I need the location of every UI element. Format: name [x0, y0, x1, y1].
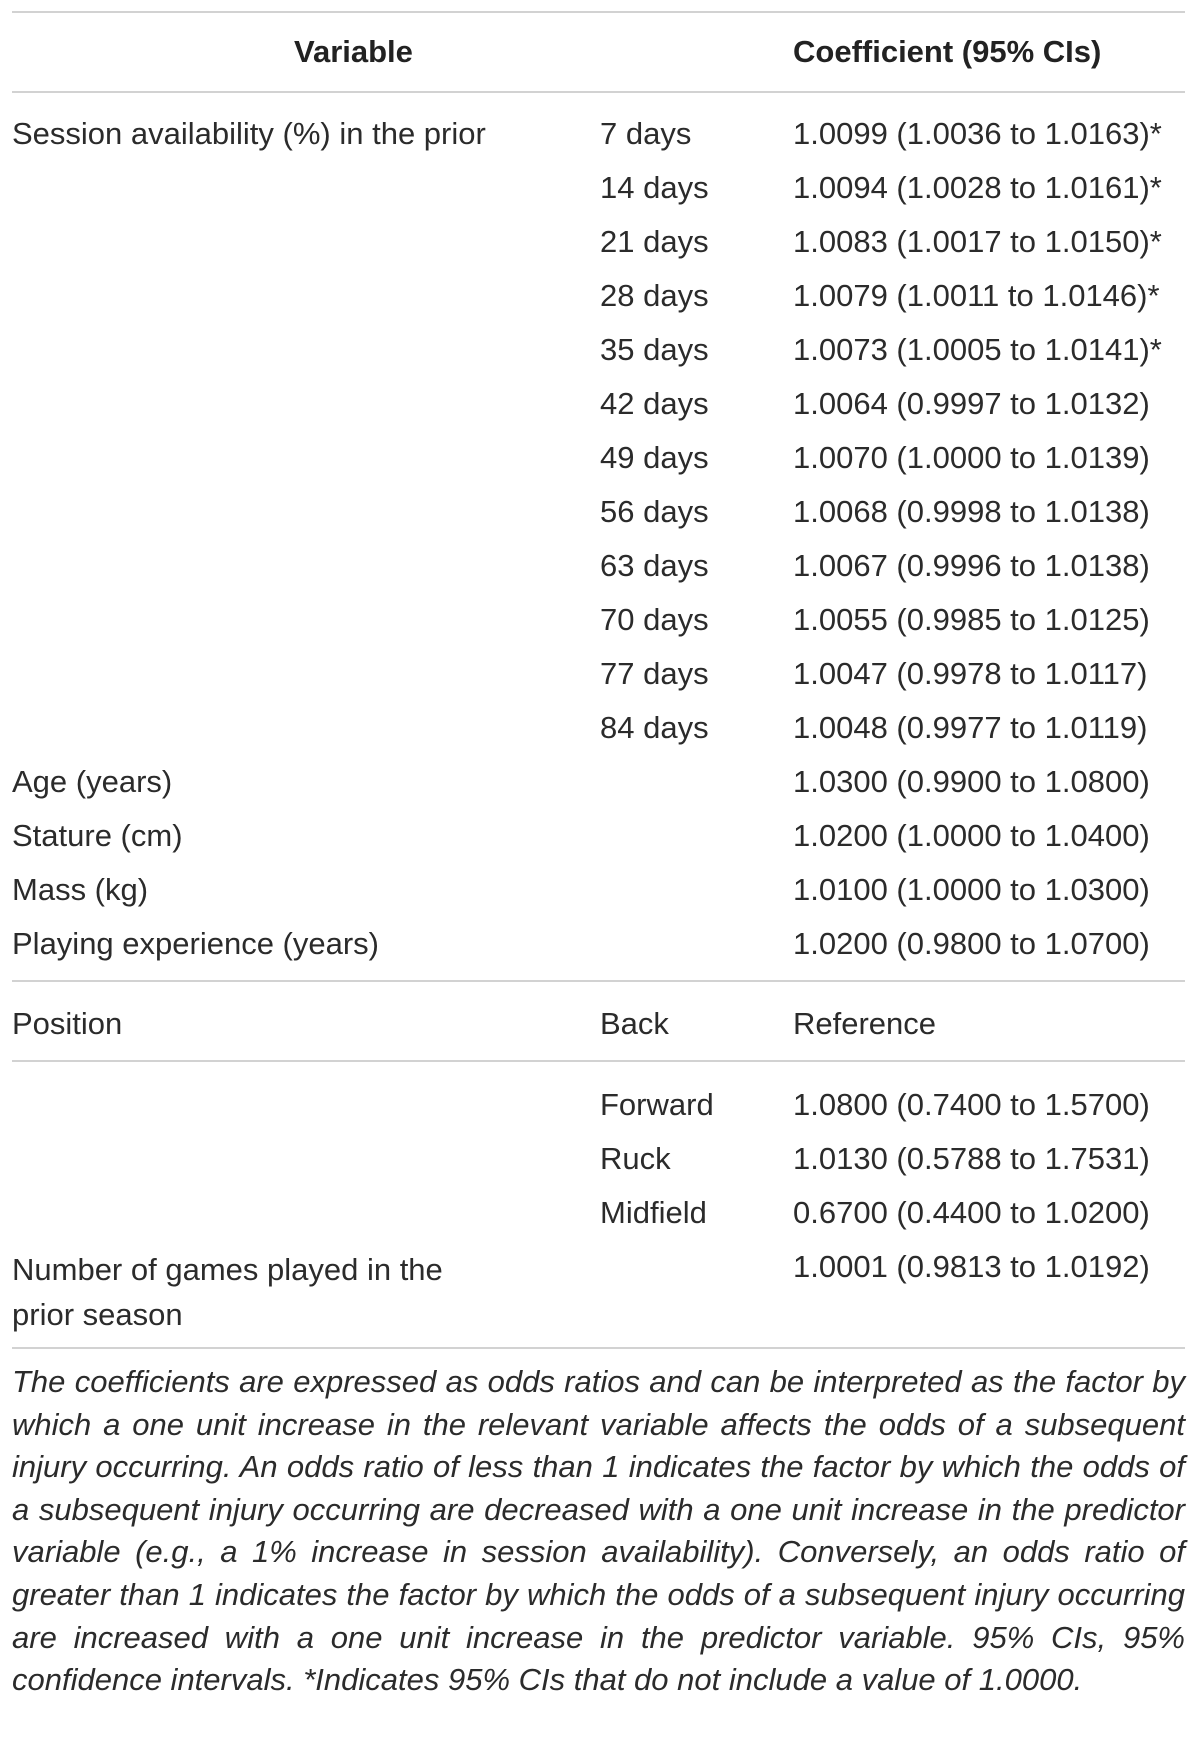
position-reference-group: Back	[600, 1006, 669, 1041]
coefficient-value: 1.0200 (0.9800 to 1.0700)	[793, 926, 1150, 961]
coefficient-value: 1.0047 (0.9978 to 1.0117)	[793, 656, 1148, 691]
coefficient-value: 1.0800 (0.7400 to 1.5700)	[793, 1087, 1150, 1122]
variable-label: Stature (cm)	[12, 818, 183, 853]
window-label: 70 days	[600, 602, 709, 637]
table-bottom-rule	[12, 1347, 1185, 1349]
games-label: Number of games played in the prior season	[12, 1252, 443, 1332]
session-availability-label: Session availability (%) in the prior	[12, 116, 486, 151]
window-label: 84 days	[600, 710, 709, 745]
variable-label: Mass (kg)	[12, 872, 149, 907]
position-group: Midfield	[600, 1195, 707, 1230]
position-label: Position	[12, 1006, 123, 1041]
coefficient-value: 1.0130 (0.5788 to 1.7531)	[793, 1141, 1150, 1176]
position-reference-value: Reference	[793, 1006, 937, 1041]
window-label: 14 days	[600, 170, 709, 205]
coefficient-value: 1.0094 (1.0028 to 1.0161)*	[793, 170, 1162, 205]
position-group: Forward	[600, 1087, 714, 1122]
top-rule	[12, 11, 1185, 13]
window-label: 63 days	[600, 548, 709, 583]
window-label: 28 days	[600, 278, 709, 313]
coefficient-value: 1.0083 (1.0017 to 1.0150)*	[793, 224, 1162, 259]
window-label: 77 days	[600, 656, 709, 691]
coefficient-value: 1.0048 (0.9977 to 1.0119)	[793, 710, 1148, 745]
coefficient-value: 1.0099 (1.0036 to 1.0163)*	[793, 116, 1162, 151]
header-rule	[12, 91, 1185, 93]
position-group: Ruck	[600, 1141, 671, 1176]
coefficient-value: 1.0079 (1.0011 to 1.0146)*	[793, 278, 1160, 313]
header-variable: Variable	[294, 34, 413, 69]
window-label: 7 days	[600, 116, 692, 151]
window-label: 42 days	[600, 386, 709, 421]
coefficient-value: 1.0068 (0.9998 to 1.0138)	[793, 494, 1150, 529]
window-label: 35 days	[600, 332, 709, 367]
coefficient-value: 1.0064 (0.9997 to 1.0132)	[793, 386, 1150, 421]
window-label: 21 days	[600, 224, 709, 259]
table-footnote: The coefficients are expressed as odds ratios and can be interpreted as the factor by which a one unit increase in the relevant variable affects the odds of a subsequent injury occurring. An odds ratio of less than 1 indicates the factor by which the odds of a subsequent injury occurring are decreased with a one unit increase in the predictor variable (e.g., a 1% increase in session availability). Conversely, an odds ratio of greater than 1 indicates the factor by which the odds of a subsequent injury occurring are increased with a one unit increase in the predictor variable. 95% CIs, 95% confidence intervals. *Indicates 95% CIs that do not include a value of 1.0000.	[12, 1364, 1185, 1698]
position-rule	[12, 1060, 1185, 1062]
coefficient-value: 1.0200 (1.0000 to 1.0400)	[793, 818, 1150, 853]
window-label: 56 days	[600, 494, 709, 529]
coefficient-value: 1.0001 (0.9813 to 1.0192)	[793, 1249, 1150, 1284]
coefficient-value: 1.0100 (1.0000 to 1.0300)	[793, 872, 1150, 907]
coefficient-value: 1.0070 (1.0000 to 1.0139)	[793, 440, 1150, 475]
coefficient-value: 1.0067 (0.9996 to 1.0138)	[793, 548, 1150, 583]
coefficient-value: 0.6700 (0.4400 to 1.0200)	[793, 1195, 1150, 1230]
variable-label: Age (years)	[12, 764, 173, 799]
section-rule	[12, 980, 1185, 982]
variable-label: Playing experience (years)	[12, 926, 380, 961]
header-coefficient: Coefficient (95% CIs)	[793, 34, 1102, 69]
window-label: 49 days	[600, 440, 709, 475]
coefficient-value: 1.0300 (0.9900 to 1.0800)	[793, 764, 1150, 799]
coefficient-value: 1.0055 (0.9985 to 1.0125)	[793, 602, 1150, 637]
coefficient-value: 1.0073 (1.0005 to 1.0141)*	[793, 332, 1162, 367]
